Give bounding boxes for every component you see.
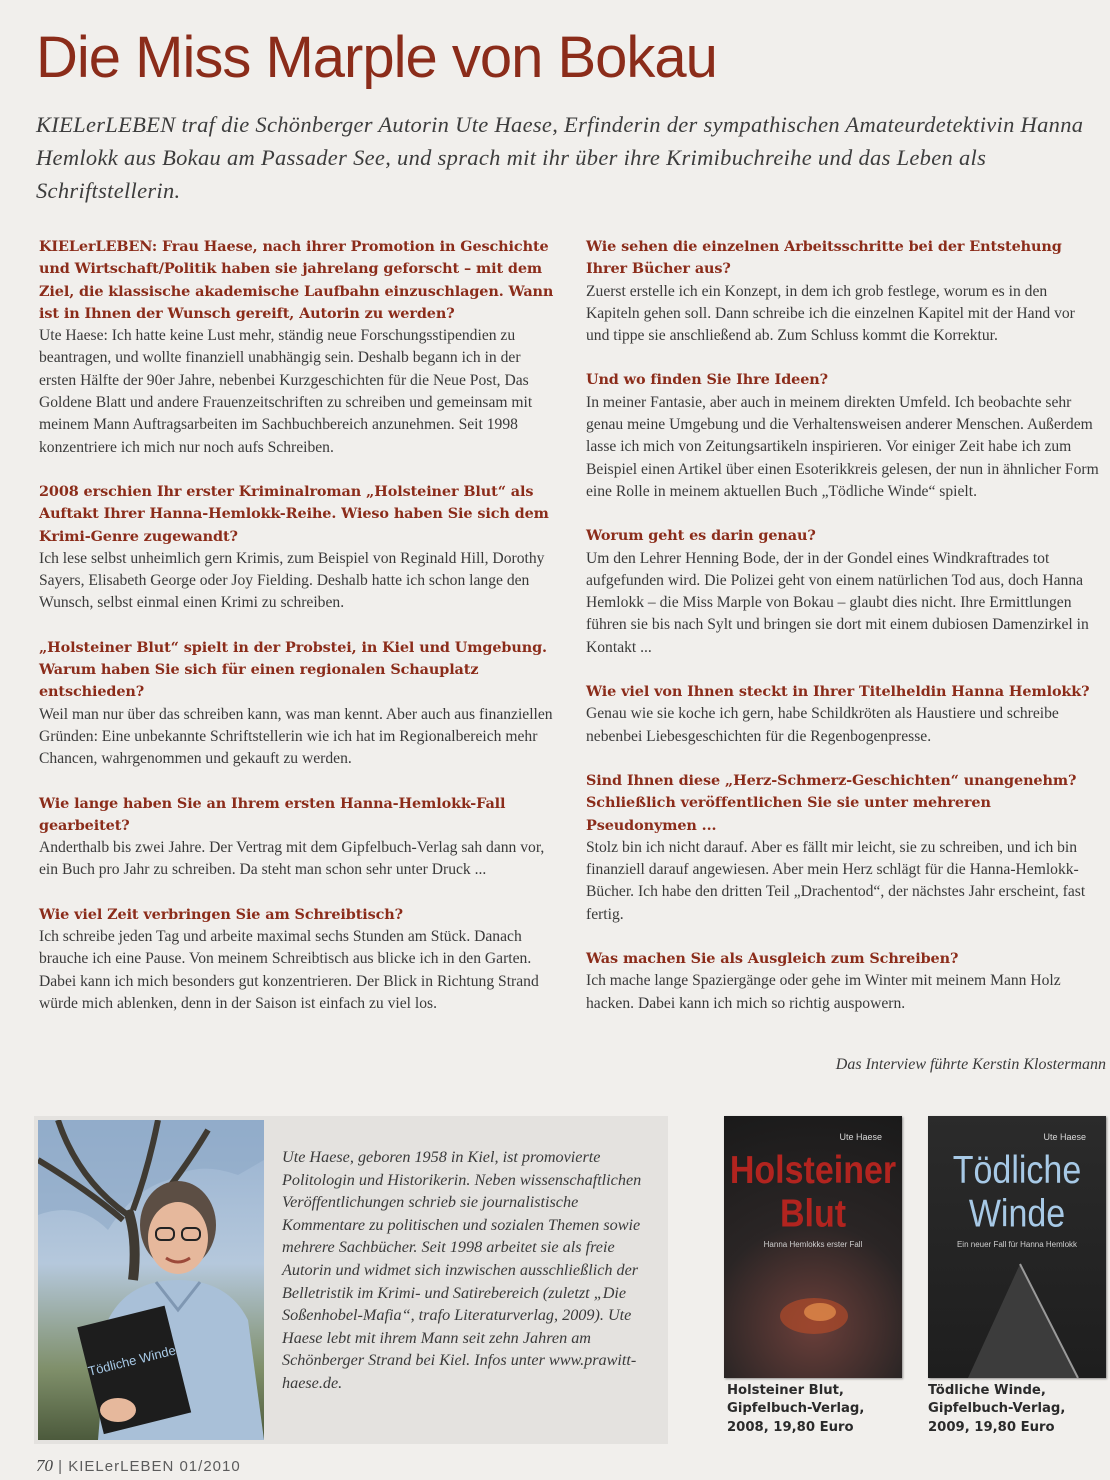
book-cover-toedliche-winde: [928, 1116, 1106, 1378]
question: Wie lange haben Sie an Ihrem ersten Hanna-Hemlokk-Fall gearbeitet?: [39, 794, 506, 834]
caption-line: Gipfelbuch-Verlag,: [727, 1401, 865, 1417]
answer: Anderthalb bis zwei Jahre. Der Vertrag mit dem Gipfelbuch-Verlag sah dann vor, ein Buch pro Jahr zu schreiben. Da steht man schon sehr unter Druck ...: [39, 839, 545, 879]
answer: Weil man nur über das schreiben kann, was man kennt. Aber auch aus finanziellen Gründen: Eine unbekannte Schriftstellerin wie ich hat im Regionalbereich mehr Chancen, wahrgenommen und gekauft zu werden.: [39, 705, 553, 768]
book-cover-subtitle: Ein neuer Fall für Hanna Hemlokk: [956, 1240, 1078, 1249]
footer-separator: |: [58, 1458, 64, 1475]
book-cover-title-line: Winde: [968, 1192, 1066, 1236]
qa-block: [586, 770, 1100, 926]
book-cover-title-line: Holsteiner: [729, 1148, 897, 1192]
author-photo: [38, 1120, 264, 1440]
answer: Ute Haese: Ich hatte keine Lust mehr, ständig neue Forschungsstipendien zu beantragen, und wollte finanziell unabhängig sein. Deshalb begann ich in der ersten Hälfte der 90er Jahre, nebenbei Kurzgeschichten für die Neue Post, Das Goldene Blatt und andere Frauenzeitschriften zu schreiben und gemeinsam mit meinem Mann Auftragsarbeiten im Sachbuchbereich anzunehmen. Seit 1998 konzentriere ich mich nur noch aufs Schreiben.: [39, 327, 533, 456]
article-title: Die Miss Marple von Bokau: [36, 25, 717, 90]
cover-artwork: [724, 1116, 902, 1378]
question: Wie sehen die einzelnen Arbeitsschritte bei der Entstehung Ihrer Bücher aus?: [586, 238, 1062, 278]
answer: Ich lese selbst unheimlich gern Krimis, zum Beispiel von Reginald Hill, Dorothy Sayers, Elisabeth George oder Joy Fielding. Deshalb hatte ich schon lange den Wunsch, selbst einmal einen Krimi zu schreiben.: [39, 549, 545, 612]
qa-block: [586, 681, 1100, 748]
left-column: [39, 236, 559, 1037]
interview-credit: Das Interview führte Kerstin Klostermann: [835, 1056, 1106, 1073]
qa-block: [39, 481, 559, 615]
question: Und wo finden Sie Ihre Ideen?: [586, 371, 828, 389]
answer: Genau wie sie koche ich gern, habe Schildkröten als Haustiere und schreibe nebenbei Liebesgeschichten für die Regenbogenpresse.: [586, 705, 1059, 745]
question: Wie viel von Ihnen steckt in Ihrer Titelheldin Hanna Hemlokk?: [586, 683, 1090, 701]
answer: Um den Lehrer Henning Bode, der in der Gondel eines Windkraftrades tot aufgefunden wird. Die Polizei geht von einem natürlichen Tod aus, doch Hanna Hemlokk – die Miss Marple von Bokau – glaubt dies nicht. Ihre Ermittlungen führen sie bis nach Sylt und bringen sie dort mit einem dubiosen Damenzirkel in Kontakt ...: [586, 549, 1089, 656]
book-cover-holsteiner-blut: [724, 1116, 902, 1378]
qa-block: [39, 236, 559, 459]
book-author: Ute Haese: [1043, 1132, 1086, 1142]
qa-block: [39, 793, 559, 882]
answer: In meiner Fantasie, aber auch in meinem direkten Umfeld. Ich beobachte sehr genau meine Umgebung und die Verhaltensweisen anderer Menschen. Außerdem lasse ich mich von Zeitungsartikeln inspirieren. Vor einiger Zeit habe ich zum Beispiel einen Artikel über einen Esoterikkreis gelesen, der nun in ähnlicher Form eine Rolle in meinem aktuellen Buch „Tödliche Winde“ spielt.: [586, 393, 1099, 500]
qa-block: [586, 236, 1100, 347]
right-column: [586, 236, 1100, 1037]
question: „Holsteiner Blut“ spielt in der Probstei, in Kiel und Umgebung. Warum haben Sie sich für einen regionalen Schauplatz entschieden?: [39, 638, 547, 701]
cover-artwork: [928, 1116, 1106, 1378]
page-number: 70: [36, 1456, 53, 1475]
qa-block: [586, 948, 1100, 1015]
answer: Zuerst erstelle ich ein Konzept, in dem ich grob festlege, worum es in den Kapiteln gehen soll. Dann schreibe ich die einzelnen Kapitel mit der Hand vor und tippe sie anschließend ab. Zum Schluss kommt die Korrektur.: [586, 282, 1075, 345]
qa-block: [586, 369, 1100, 503]
caption-line: Tödliche Winde,: [928, 1383, 1046, 1398]
answer: Ich schreibe jeden Tag und arbeite maximal sechs Stunden am Stück. Danach brauche ich eine Pause. Von meinem Schreibtisch aus blicke ich in den Garten. Dabei kann ich mich besonders gut konzentrieren. Der Blick in Richtung Strand würde mich ablenken, denn in der Saison ist einfach zu viel los.: [39, 928, 539, 1012]
question: Wie viel Zeit verbringen Sie am Schreibtisch?: [39, 905, 403, 923]
question: Sind Ihnen diese „Herz-Schmerz-Geschichten“ unangenehm? Schließlich veröffentlichen Sie sie unter mehreren Pseudonymen ...: [586, 771, 1077, 834]
question: Worum geht es darin genau?: [586, 527, 816, 545]
book-cover-title-line: Tödliche: [952, 1148, 1082, 1192]
qa-block: [586, 525, 1100, 659]
issue-label: KIELerLEBEN 01/2010: [68, 1458, 241, 1475]
answer: Ich mache lange Spaziergänge oder gehe im Winter mit meinem Mann Holz hacken. Dabei kann ich mich so richtig auspowern.: [586, 972, 1061, 1012]
book-cover-title-line: Blut: [779, 1192, 847, 1236]
article-intro: KIELerLEBEN traf die Schönberger Autorin Ute Haese, Erfinderin der sympathischen Amateurdetektivin Hanna Hemlokk aus Bokau am Passader See, und sprach mit ihr über ihre Krimibuchreihe und das Leben als Schriftstellerin.: [36, 112, 1084, 203]
book-author: Ute Haese: [839, 1132, 882, 1142]
author-portrait-illustration: [38, 1120, 264, 1440]
qa-block: [39, 904, 559, 1015]
caption-line: 2008, 19,80 Euro: [727, 1419, 854, 1435]
question: Was machen Sie als Ausgleich zum Schreiben?: [586, 950, 959, 968]
book-caption: [928, 1382, 1110, 1437]
author-bio: Ute Haese, geboren 1958 in Kiel, ist promovierte Politologin und Historikerin. Neben wissenschaftlichen Veröffentlichungen schrieb sie journalistische Kommentare zu politischen und sozialen Themen sowie mehrere Sachbücher. Seit 1998 arbeitet sie als freie Autorin und widmet sich inzwischen ausschließlich der Belletristik im Krimi- und Satirebereich (zuletzt „Die Soßenhobel-Mafia“, trafo Literaturverlag, 2009). Ute Haese lebt mit ihrem Mann seit zehn Jahren am Schönberger Strand bei Kiel. Infos unter www.prawitt-haese.de.: [282, 1148, 642, 1392]
caption-line: 2009, 19,80 Euro: [928, 1419, 1055, 1435]
held-book-title: Tödliche Winde: [86, 1342, 178, 1379]
book-cover-subtitle: Hanna Hemlokks erster Fall: [763, 1240, 863, 1249]
page-footer: [36, 1456, 241, 1476]
question: KIELerLEBEN: Frau Haese, nach ihrer Promotion in Geschichte und Wirtschaft/Politik haben sie jahrelang geforscht – mit dem Ziel, die klassische akademische Laufbahn einzuschlagen. Wann ist in Ihnen der Wunsch gereift, Autorin zu werden?: [39, 238, 554, 322]
question: 2008 erschien Ihr erster Kriminalroman „Holsteiner Blut“ als Auftakt Ihrer Hanna-Hemlokk-Reihe. Wieso haben Sie sich dem Krimi-Genre zugewandt?: [39, 482, 549, 545]
book-caption: [727, 1382, 917, 1437]
answer: Stolz bin ich nicht darauf. Aber es fällt mir leicht, sie zu schreiben, und ich bin finanziell darauf angewiesen. Aber mein Herz schlägt für die Hanna-Hemlokk-Bücher. Ich habe den dritten Teil „Drachentod“, der nächstes Jahr erscheint, fast fertig.: [586, 838, 1086, 923]
caption-line: Gipfelbuch-Verlag,: [928, 1401, 1066, 1417]
qa-block: [39, 637, 559, 771]
caption-line: Holsteiner Blut,: [727, 1383, 844, 1398]
